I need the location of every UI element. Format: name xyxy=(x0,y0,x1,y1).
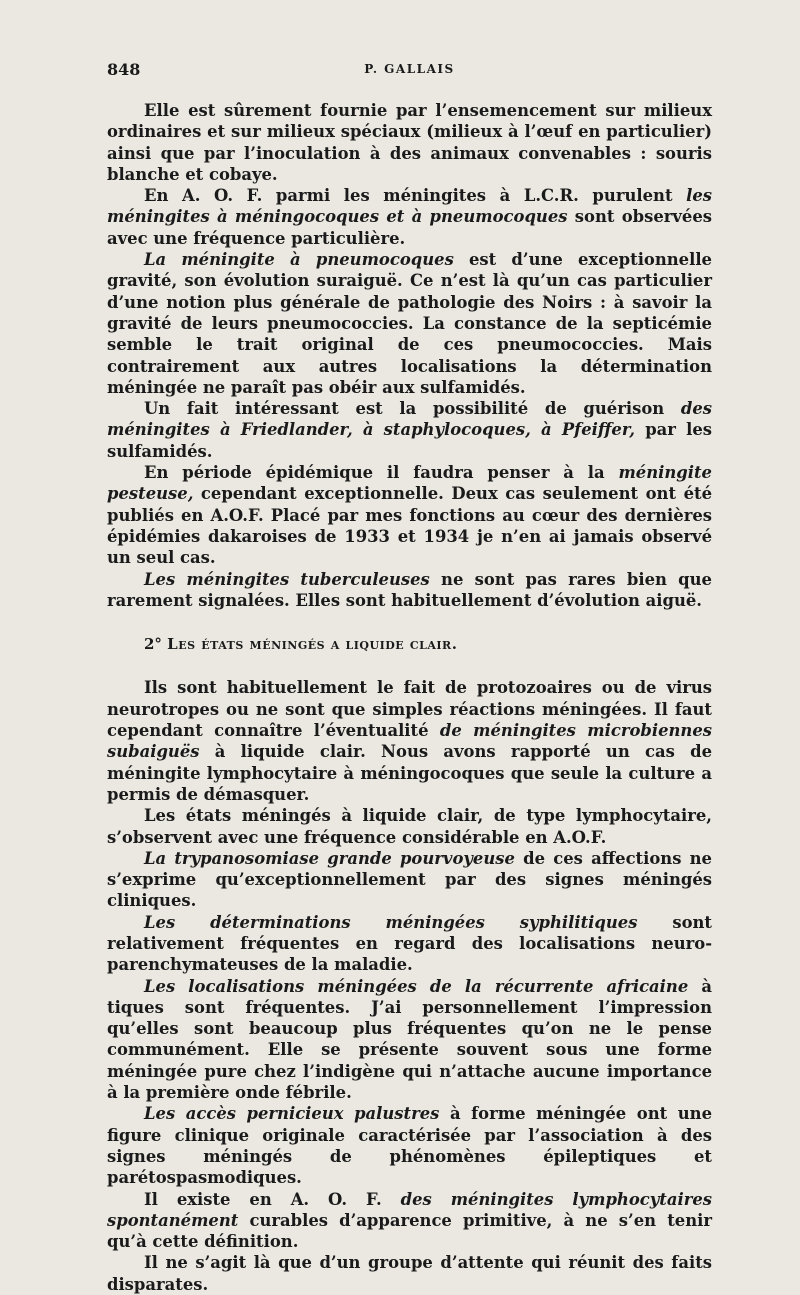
paragraph xyxy=(107,100,712,185)
text-run: à liquide clair. Nous avons rapporté un cas de méningite lymphocytaire à méningocoques que seule la culture a permis de démasquer. xyxy=(107,742,712,804)
italic-term: de méningites microbiennes subaiguës xyxy=(107,721,712,762)
text-run: Il ne s’agit là que d’un groupe d’attente qui réunit des faits disparates. xyxy=(107,1253,712,1294)
italic-term: des méningites lymphocytaires spontanément xyxy=(107,1189,712,1230)
paragraph xyxy=(107,1103,712,1188)
italic-term: Les déterminations méningées syphilitiques xyxy=(144,912,638,932)
paragraph xyxy=(107,185,712,249)
text-run: à forme méningée ont une figure clinique originale caractérisée par l’association à des signes méningés de phénomènes épileptiques et parétospasmodiques. xyxy=(107,1104,713,1188)
paragraph xyxy=(107,1252,712,1295)
text-run: sont relativement fréquentes en regard des localisations neuro-parenchymateuses de la maladie. xyxy=(107,912,712,975)
section-heading xyxy=(107,634,712,655)
running-header xyxy=(107,60,712,84)
page-number: 848 xyxy=(107,60,141,79)
text-run: Les états méningés à liquide clair, de type lymphocytaire, s’observent avec une fréquence considérable en A.O.F. xyxy=(107,806,712,847)
body-text xyxy=(107,100,712,1295)
paragraph-group-2 xyxy=(107,677,712,1295)
running-head-author: P. GALLAIS xyxy=(364,62,455,76)
text-run: En A. O. F. parmi les méningites à L.C.R. purulent xyxy=(144,186,687,206)
italic-term: des méningites à Friedlander, à staphylocoques, à Pfeiffer, xyxy=(107,399,712,440)
text-run: En période épidémique il faudra penser à la xyxy=(144,463,619,483)
text-run: Un fait intéressant est la possibilité de guérison xyxy=(144,399,681,419)
italic-term: Les accès pernicieux palustres xyxy=(144,1104,440,1124)
text-run: à tiques sont fréquentes. J’ai personnellement l’impression qu’elles sont beaucoup plus fréquentes qu’on ne le pense communément. Elle se présente souvent sous une forme méningée pure chez l’indigène qui n’attache aucune importance à la première onde fébrile. xyxy=(107,976,713,1103)
paragraph-group-1 xyxy=(107,100,712,611)
paragraph xyxy=(107,912,712,976)
text-run: par les sulfamidés. xyxy=(107,420,712,461)
section-title: Les états méningés a liquide clair. xyxy=(167,635,458,654)
text-run: Il existe en A. O. F. xyxy=(144,1189,401,1209)
text-run: cependant exceptionnelle. Deux cas seulement ont été publiés en A.O.F. Placé par mes fonctions au cœur des dernières épidémies dakaroises de 1933 et 1934 je n’en ai jamais observé un seul cas. xyxy=(107,484,712,568)
text-run: sont observées avec une fréquence particulière. xyxy=(107,207,712,248)
italic-term: méningite pesteuse, xyxy=(107,463,712,504)
italic-term: les méningites à méningocoques et à pneumocoques xyxy=(107,186,712,227)
text-run: de ces affections ne s’exprime qu’exceptionnellement par des signes méningés cliniques. xyxy=(107,848,712,911)
paragraph xyxy=(107,677,712,805)
paragraph xyxy=(107,805,712,848)
text-run: est d’une exceptionnelle gravité, son évolution suraiguë. Ce n’est là qu’un cas particulier d’une notion plus générale de pathologie des Noirs : à savoir la gravité de leurs pneumococcies. La constance de la septicémie semble le trait original de ces pneumococcies. Mais contrairement aux autres localisations la détermination méningée ne paraît pas obéir aux sulfamidés. xyxy=(107,250,712,397)
italic-term: La trypanosomiase grande pourvoyeuse xyxy=(144,848,515,868)
paragraph xyxy=(107,848,712,912)
paragraph xyxy=(107,569,712,612)
italic-term: Les localisations méningées de la récurrente africaine xyxy=(144,976,689,996)
paragraph xyxy=(107,976,712,1104)
text-run: ne sont pas rares bien que rarement signalées. Elles sont habituellement d’évolution aiguë. xyxy=(107,569,712,610)
paragraph xyxy=(107,1189,712,1253)
paragraph xyxy=(107,398,712,462)
paragraph xyxy=(107,462,712,568)
italic-term: Les méningites tuberculeuses xyxy=(144,569,430,589)
text-run: Elle est sûrement fournie par l’ensemencement sur milieux ordinaires et sur milieux spéciaux (milieux à l’œuf en particulier) ainsi que par l’inoculation à des animaux convenables : souris blanche et cobaye. xyxy=(107,101,712,184)
section-number: 2° xyxy=(144,635,168,654)
italic-term: La méningite à pneumocoques xyxy=(144,250,454,270)
text-run: Ils sont habituellement le fait de protozoaires ou de virus neurotropes ou ne sont que simples réactions méningées. Il faut cependant connaître l’éventualité xyxy=(107,678,712,741)
text-run: curables d’apparence primitive, à ne s’en tenir qu’à cette définition. xyxy=(107,1210,712,1252)
paragraph xyxy=(107,249,712,398)
